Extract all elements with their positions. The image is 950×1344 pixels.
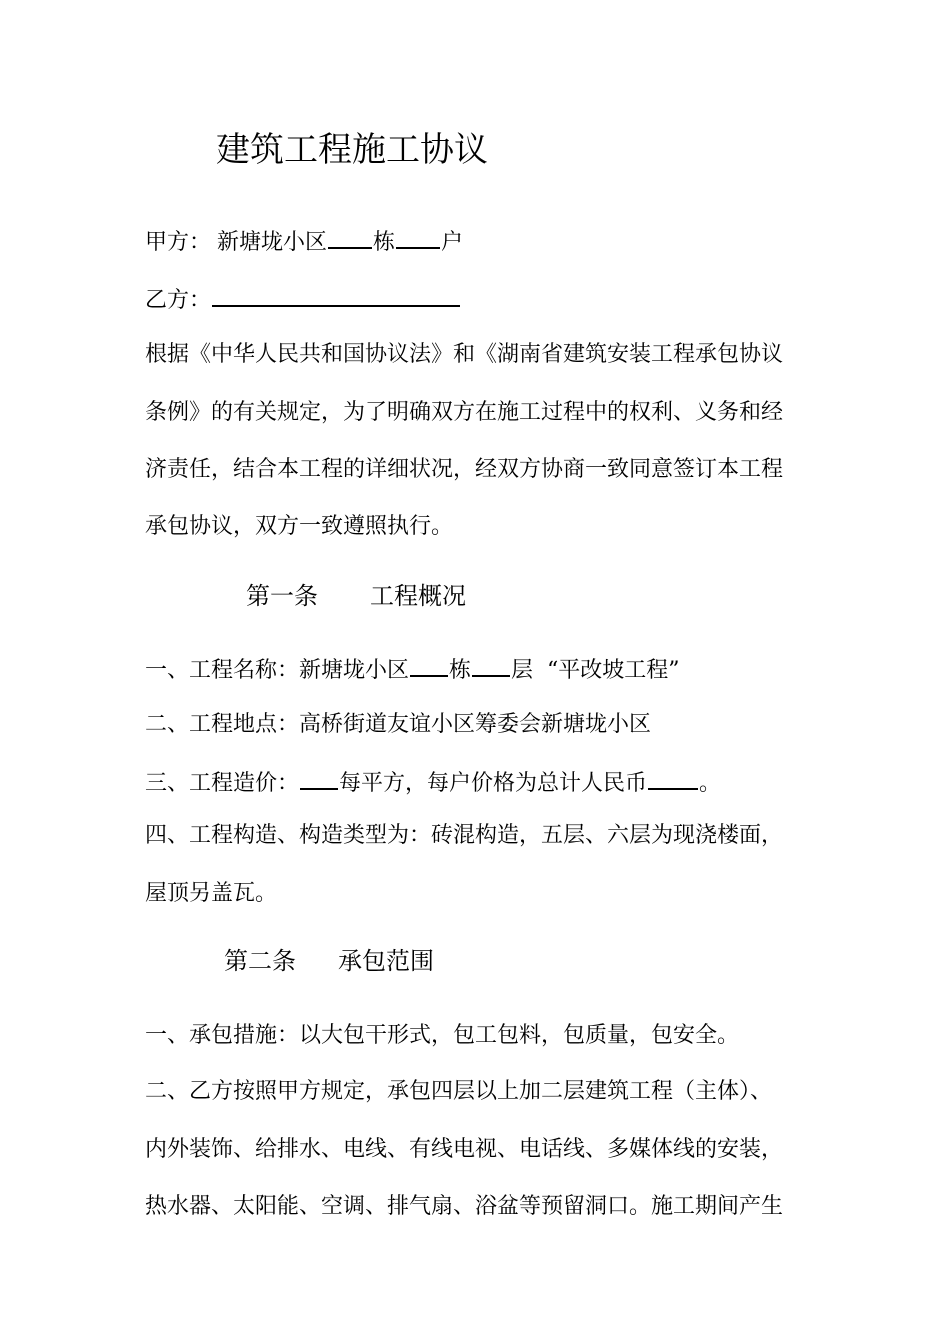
article-1-number: 第一条 xyxy=(246,582,318,610)
article-2-heading xyxy=(224,946,434,976)
party-b-line xyxy=(145,283,461,315)
item-1-suffix: “平改坡工程” xyxy=(547,658,680,683)
article-1-item-4-line-1: 四、工程构造、构造类型为：砖混构造，五层、六层为现浇楼面， xyxy=(145,823,784,848)
item-1-prefix: 一、工程名称：新塘垅小区 xyxy=(145,658,410,683)
blank-building-number-2 xyxy=(410,653,448,677)
preamble-line-1: 根据《中华人民共和国协议法》和《湖南省建筑安装工程承包协议 xyxy=(145,342,784,367)
article-2-item-2-line-2: 内外装饰、给排水、电线、有线电视、电话线、多媒体线的安装， xyxy=(145,1137,784,1162)
article-1-heading xyxy=(246,581,466,611)
item-3-suffix: 。 xyxy=(699,771,722,796)
preamble-line-3: 济责任，结合本工程的详细状况，经双方协商一致同意签订本工程 xyxy=(145,457,784,482)
article-2-number: 第二条 xyxy=(224,947,296,975)
item-3-middle: 每平方，每户价格为总计人民币 xyxy=(339,771,648,796)
article-1-item-4-line-2: 屋顶另盖瓦。 xyxy=(145,881,278,906)
party-a-household: 户 xyxy=(441,230,464,255)
article-1-title: 工程概况 xyxy=(370,582,466,610)
article-2-title: 承包范围 xyxy=(338,947,434,975)
blank-household-number xyxy=(396,225,440,249)
preamble-line-2: 条例》的有关规定，为了明确双方在施工过程中的权利、义务和经 xyxy=(145,400,784,425)
party-a-line xyxy=(145,225,463,257)
party-a-label: 甲方： xyxy=(145,230,212,255)
blank-floor-number xyxy=(472,653,510,677)
article-1-item-3 xyxy=(145,766,721,798)
item-1-floor: 层 xyxy=(511,658,534,683)
item-1-building: 栋 xyxy=(449,658,472,683)
preamble-line-4: 承包协议，双方一致遵照执行。 xyxy=(145,514,454,539)
party-a-building: 栋 xyxy=(373,230,396,255)
article-2-item-1: 一、承包措施：以大包干形式，包工包料，包质量，包安全。 xyxy=(145,1023,740,1048)
party-a-name-prefix: 新塘垅小区 xyxy=(217,230,328,255)
item-3-prefix: 三、工程造价： xyxy=(145,771,300,796)
blank-total-price xyxy=(648,766,698,790)
party-b-label: 乙方： xyxy=(145,288,212,313)
article-2-item-2-line-3: 热水器、太阳能、空调、排气扇、浴盆等预留洞口。施工期间产生 xyxy=(145,1194,784,1219)
article-1-item-1 xyxy=(145,653,680,685)
blank-building-number xyxy=(328,225,372,249)
document-title: 建筑工程施工协议 xyxy=(216,130,488,170)
blank-unit-price xyxy=(300,766,338,790)
blank-party-b-name xyxy=(212,283,460,307)
article-2-item-2-line-1: 二、乙方按照甲方规定，承包四层以上加二层建筑工程（主体）、 xyxy=(145,1079,773,1104)
article-1-item-2: 二、工程地点：高桥街道友谊小区筹委会新塘垅小区 xyxy=(145,712,652,737)
